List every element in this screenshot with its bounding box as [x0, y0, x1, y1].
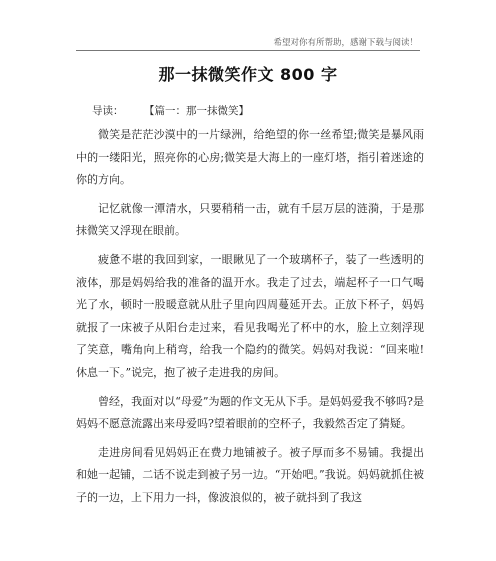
lead-line: [92, 103, 249, 118]
paragraph: 走进房间看见妈妈正在费力地铺被子。被子厚而多不易铺。我提出和她一起铺，二话不说走到被子另一边。“开始吧。”我说。妈妈就抓住被子的一边，上下用力一抖，像波浪似的，被子就抖到了我这: [76, 445, 424, 504]
document-title: 那一抹微笑作文 800 字: [158, 65, 338, 84]
section-heading: 【篇一：那一抹微笑】: [144, 105, 249, 117]
header-divider: [76, 50, 420, 51]
paragraph: 曾经，我面对以“母爱”为题的作文无从下手。是妈妈爱我不够吗?是妈妈不愿意流露出来母爱吗?望着眼前的空杯子，我毅然否定了猜疑。: [76, 394, 424, 431]
lead-label: 导读：: [92, 105, 124, 117]
document-body: [76, 124, 424, 516]
header-note: 希望对你有所帮助，感谢下载与阅读！: [273, 38, 418, 48]
paragraph: 微笑是茫茫沙漠中的一片绿洲，给绝望的你一丝希望;微笑是暴风雨中的一缕阳光，照亮你的心房;微笑是大海上的一座灯塔，指引着迷途的你的方向。: [76, 128, 424, 187]
paragraph: 记忆就像一潭清水，只要稍稍一击，就有千层万层的涟漪，于是那抹微笑又浮现在眼前。: [76, 201, 424, 238]
paragraph: 疲惫不堪的我回到家，一眼瞅见了一个玻璃杯子，装了一些透明的液体，那是妈妈给我的准备的温开水。我走了过去，端起杯子一口气喝光了水，顿时一股暖意就从肚子里向四周蔓延开去。正放下杯子，妈妈就报了一床被子从阳台走过来，看见我喝光了杯中的水，脸上立刻浮现了笑意，嘴角向上稍弯，给我一个隐约的微笑。妈妈对我说：“回来啦!休息一下。”说完，抱了被子走进我的房间。: [76, 252, 424, 379]
